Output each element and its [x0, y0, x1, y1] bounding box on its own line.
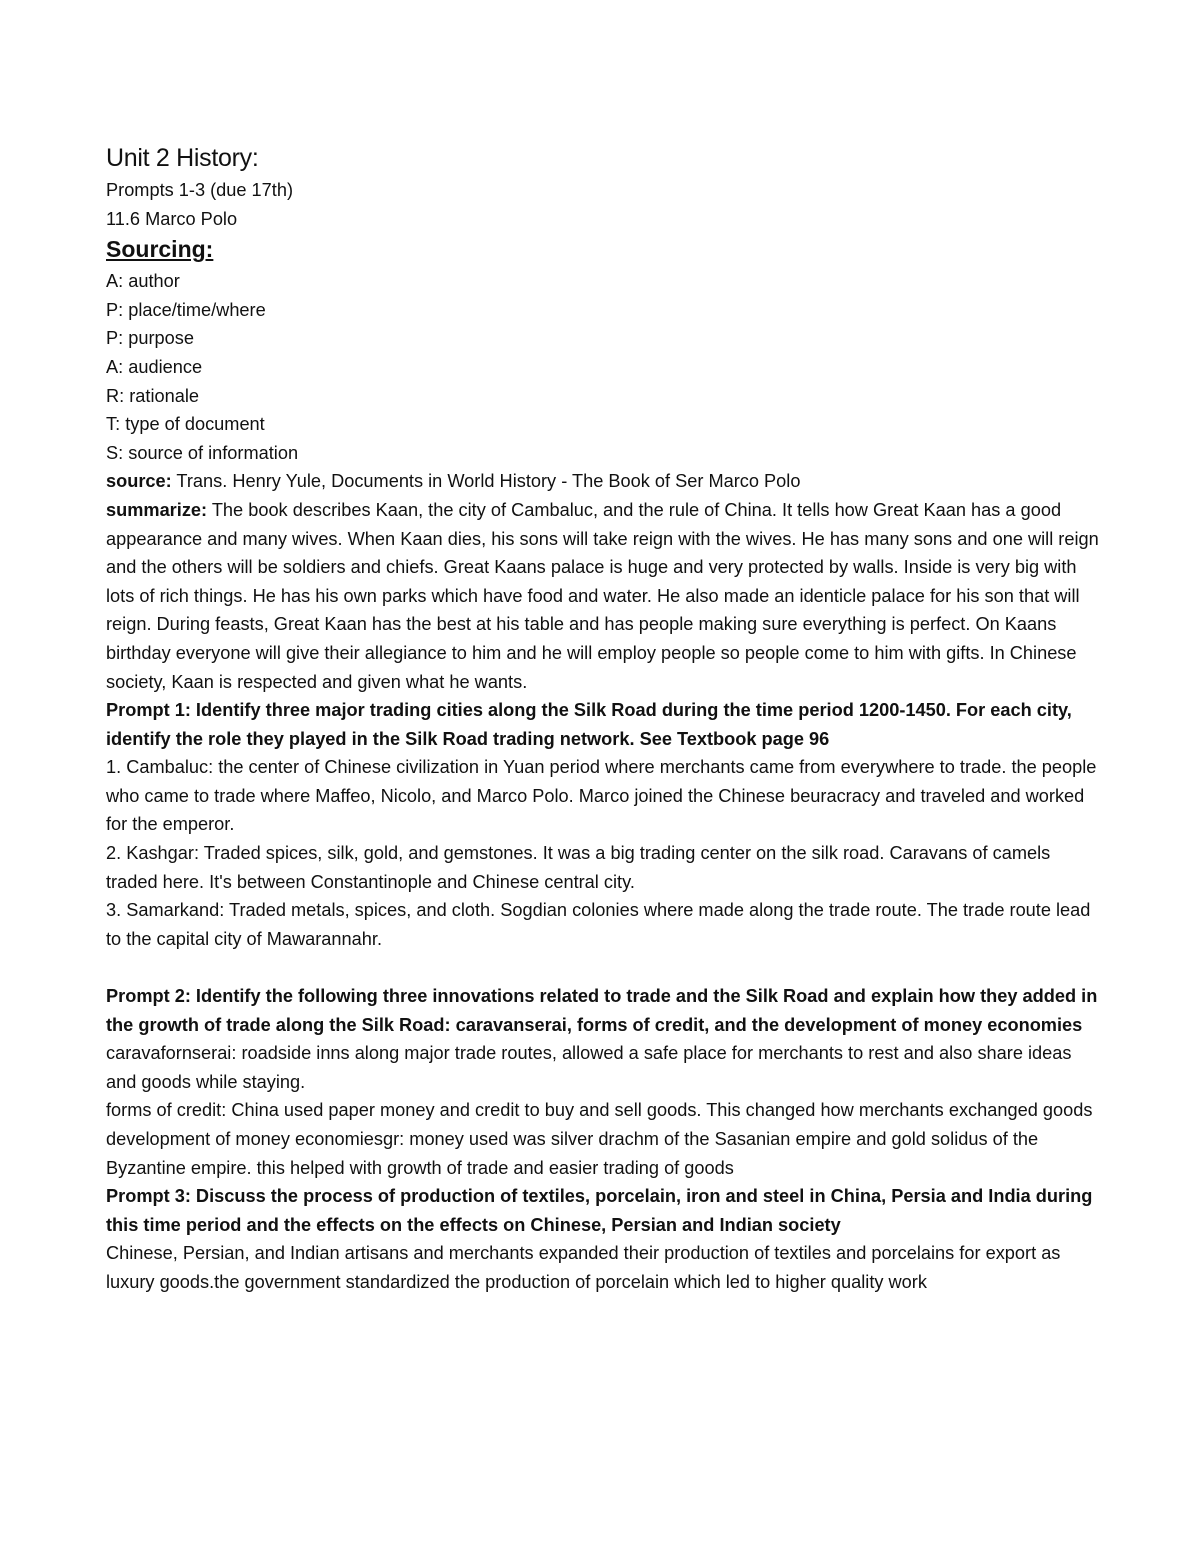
- prompt-3-question: Prompt 3: Discuss the process of production of textiles, porcelain, iron and steel in China, Persia and India during this time period and the effects on the effects on Chinese, Persian and Indian society: [106, 1186, 1093, 1235]
- sourcing-item: S: source of information: [106, 442, 299, 463]
- source-paragraph: [106, 467, 1102, 496]
- prompt-3-answer: Chinese, Persian, and Indian artisans and merchants expanded their production of textiles and porcelains for export as luxury goods.the government standardized the production of porcelain which led to higher quality work: [106, 1243, 1061, 1292]
- sourcing-item: A: author: [106, 271, 180, 292]
- source-text: Trans. Henry Yule, Documents in World History - The Book of Ser Marco Polo: [171, 471, 801, 492]
- document-title: Unit 2 History:: [106, 144, 259, 172]
- paragraph-spacer: [106, 953, 1102, 982]
- prompt-1-answer: 3. Samarkand: Traded metals, spices, and cloth. Sogdian colonies where made along the trade route. The trade route lead to the capital city of Mawarannahr.: [106, 900, 1091, 949]
- summarize-paragraph: [106, 496, 1102, 696]
- sourcing-heading: Sourcing:: [106, 236, 214, 263]
- sourcing-item: R: rationale: [106, 385, 200, 406]
- prompt-1-question: Prompt 1: Identify three major trading cities along the Silk Road during the time period 1200-1450. For each city, identify the role they played in the Silk Road trading network. See Textbook page 96: [106, 700, 1072, 749]
- sourcing-item: A: audience: [106, 356, 203, 377]
- sourcing-item: P: purpose: [106, 328, 194, 349]
- prompt-1-answer: 1. Cambaluc: the center of Chinese civilization in Yuan period where merchants came from everywhere to trade. the people who came to trade where Maffeo, Nicolo, and Marco Polo. Marco joined the Chinese beuracracy and traveled and worked for the emperor.: [106, 757, 1097, 835]
- sourcing-item: P: place/time/where: [106, 299, 266, 320]
- summarize-text: The book describes Kaan, the city of Cambaluc, and the rule of China. It tells how Great Kaan has a good appearance and many wives. When Kaan dies, his sons will take reign with the wives. He has many sons and one will reign and the others will be soldiers and chiefs. Great Kaans palace is huge and very protected by walls. Inside is very big with lots of rich things. He has his own parks which have food and water. He also made an identicle palace for his son that will reign. During feasts, Great Kaan has the best at his table and has people making sure everything is perfect. On Kaans birthday everyone will give their allegiance to him and he will employ people so people come to him with gifts. In Chinese society, Kaan is respected and given what he wants.: [106, 499, 1099, 692]
- prompt-1-answer: 2. Kashgar: Traded spices, silk, gold, and gemstones. It was a big trading center on the silk road. Caravans of camels traded here. It's between Constantinople and Chinese central city.: [106, 843, 1051, 892]
- summarize-label: summarize:: [106, 499, 208, 520]
- prompt-2-answer: caravafornserai: roadside inns along major trade routes, allowed a safe place for merchants to rest and also share ideas and goods while staying.: [106, 1043, 1072, 1092]
- sourcing-list: [106, 267, 1102, 467]
- prompt-2-answer: forms of credit: China used paper money and credit to buy and sell goods. This changed how merchants exchanged goods: [106, 1100, 1093, 1121]
- prompt-2-question: Prompt 2: Identify the following three innovations related to trade and the Silk Road and explain how they added in the growth of trade along the Silk Road: caravanserai, forms of credit, and the development of money economies: [106, 986, 1098, 1035]
- subtitle-due-date: Prompts 1-3 (due 17th): [106, 180, 294, 200]
- prompt-2-answer: development of money economiesgr: money used was silver drachm of the Sasanian empire and gold solidus of the Byzantine empire. this helped with growth of trade and easier trading of goods: [106, 1129, 1039, 1178]
- subtitle-section: 11.6 Marco Polo: [106, 208, 238, 229]
- source-label: source:: [106, 471, 172, 492]
- sourcing-item: T: type of document: [106, 414, 265, 435]
- document-page: [106, 140, 1102, 1297]
